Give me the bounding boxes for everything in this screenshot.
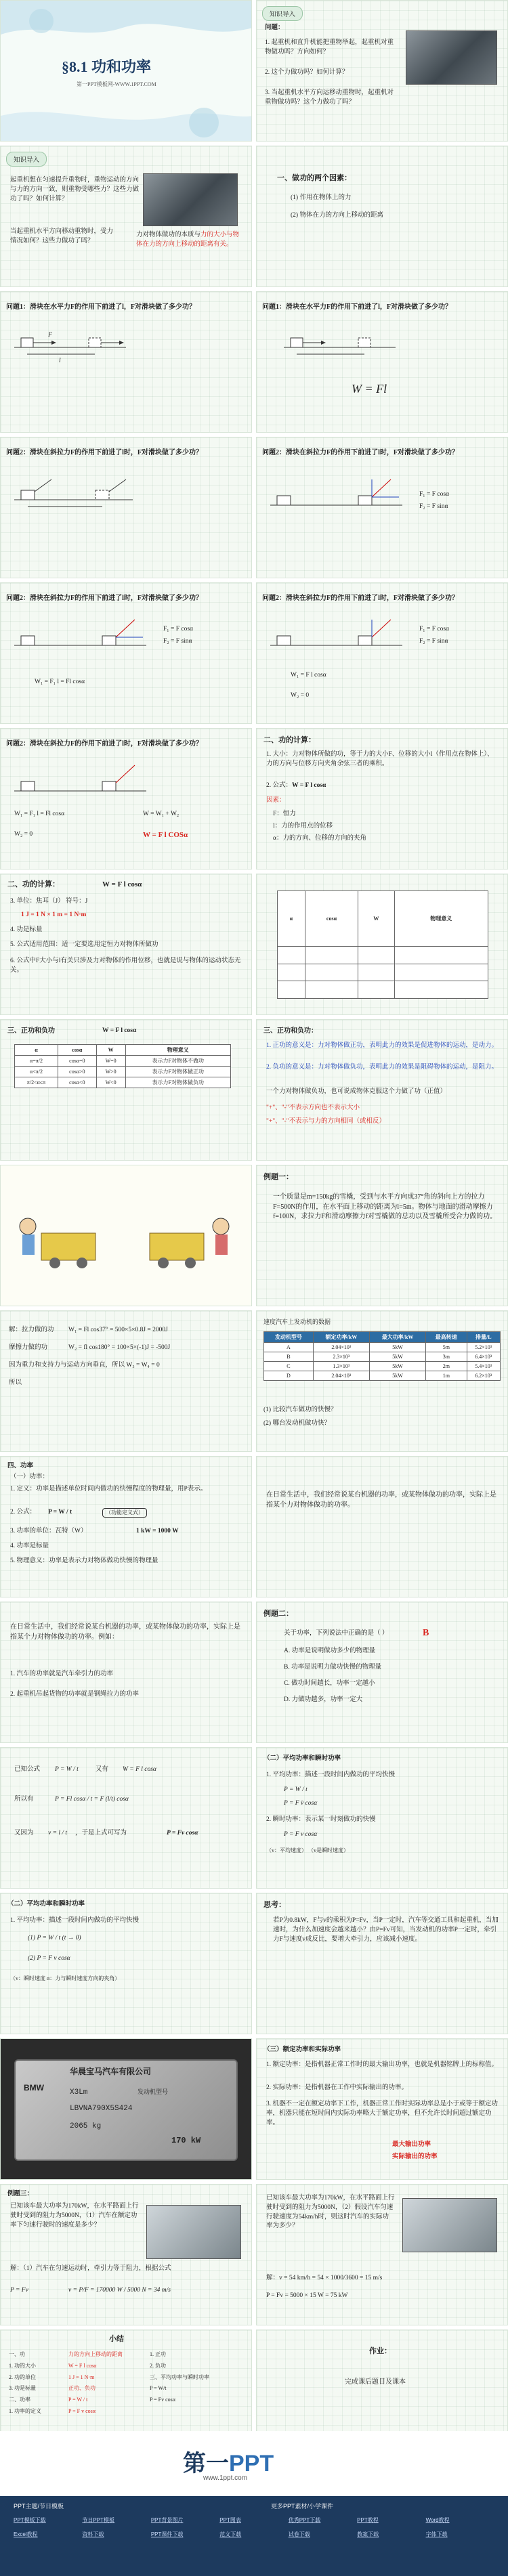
nameplate-logo: BMW	[24, 2083, 44, 2092]
definition-text: 1. 大小：力对物体所做的功，等于力的大小F、位移的大小l（作用点在物体上）、力的方向与位移方向夹角余弦三者的乘积。	[266, 751, 494, 767]
table-cell: 2m	[426, 1362, 467, 1371]
summary-item: 2. 负功	[150, 2362, 166, 2369]
power-relation: 3. 机器不一定在额定功率下工作，机器正常工作时实际功率总是小于或等于额定功率，机器只能在短时间内实际功率略大于额定功率，但不允许长时间超过额定功率。	[266, 2101, 499, 2126]
slide-rated-power	[256, 2038, 508, 2180]
example-heading: 例题一：	[263, 1173, 293, 1181]
slide-example3-part2	[256, 2184, 508, 2325]
summary-item: P = W / t	[68, 2397, 88, 2403]
summary-col-1	[9, 2349, 41, 2418]
footer-link[interactable]: 字体下载	[425, 2531, 448, 2537]
table-cell: B	[264, 1352, 314, 1362]
w1-formula: W₁ = F₁ l = Fl cosα	[35, 679, 85, 685]
table-cell: 1m	[426, 1371, 467, 1381]
question-text: 问题1：滑块在水平力F的作用下前进了l，F对滑块做了多少功？	[262, 303, 452, 311]
solution-eq-2: W₂ = fl cos180° = 100×5×(-1)J = -500J	[68, 1344, 171, 1351]
power-def-5: 5. 物理意义：功率是表示力对物体做功快慢的物理量	[10, 1558, 158, 1564]
table-row	[15, 1056, 231, 1067]
table-row	[264, 1343, 501, 1352]
footer-link[interactable]: 试卷下载	[288, 2531, 310, 2537]
question-2: 2. 这个力做功吗？如何计算？	[265, 69, 349, 76]
summary-col-3	[150, 2349, 209, 2406]
slide-question2-total	[0, 728, 252, 870]
example3b-eq2: P = Fv = 5000 × 15 W = 75 kW	[266, 2292, 348, 2299]
example3b-body: 已知该车最大功率为170kW，在水平路面上行驶时受到的阻力为5000N，（2）假设汽车匀速行驶速度为54km/h时，则这时汽车的实际功率为多少？	[266, 2195, 395, 2230]
summary-heading: 小结	[109, 2335, 124, 2343]
table-row	[278, 964, 488, 981]
meaning-3: α：力的方向、位移的方向的夹角	[273, 835, 366, 842]
intro-body-2: 当起重机水平方向移动重物时，受力情况如何？这些力做功了吗？	[10, 228, 114, 244]
slide-engine-table	[256, 1310, 508, 1452]
highlight-2: 实际输出的功率	[392, 2153, 438, 2160]
section-tag: 知识导入	[6, 152, 47, 167]
power-example-1-text: 1. 汽车的功率就是汽车牵引力的功率	[10, 1671, 114, 1677]
table-cell: 6.2×10³	[467, 1371, 500, 1381]
slide-example1-solution	[0, 1310, 252, 1452]
rated-power-def: 1. 额定功率：是指机器正常工作时的最大输出功率，也就是机器铭牌上的标称值。	[266, 2061, 499, 2068]
example3-eq2: v = P/F = 170000 W / 5000 N = 34 m/s	[68, 2287, 171, 2294]
intro-note	[136, 231, 245, 250]
example-heading: 例题三：	[7, 2191, 34, 2197]
summary-item: P = W/t	[150, 2385, 167, 2392]
option-b: B. 功率是说明力做功快慢的物理量	[284, 1664, 382, 1671]
slide-title	[0, 0, 252, 142]
f1-formula: F₁ = F cosα	[163, 626, 194, 632]
power-def-1: 1. 定义：功率是描述单位时间内做功的快慢程度的物理量，用P表示。	[10, 1486, 207, 1493]
summary-item: 2. 功的单位	[9, 2374, 36, 2380]
footer-link[interactable]: 节日PPT模板	[82, 2517, 114, 2523]
question-3: 3. 当起重机水平方向运移动重物时，起重机对重物做功吗？这个力做功了吗？	[265, 89, 394, 106]
option-d: D. 力做功越多，功率一定大	[284, 1696, 363, 1703]
logo-prefix: 第一	[183, 2451, 229, 2476]
f2-formula: F₂ = F sinα	[163, 638, 192, 645]
section-heading: 三、正功和负功：	[263, 1027, 318, 1035]
slide-question1	[0, 291, 252, 433]
summary-item: 二、功率	[9, 2397, 30, 2403]
table-row	[264, 1352, 501, 1362]
slide-work-definition	[256, 728, 508, 870]
f2-formula: F₂ = F sinα	[419, 638, 448, 645]
sign-note-1: "+"、"-"不表示方向也不表示大小	[266, 1104, 360, 1111]
table-header: W	[96, 1045, 125, 1056]
table-cell: 1.3×10³	[313, 1362, 369, 1371]
table-cell: π/2<α≤π	[15, 1077, 58, 1088]
think-heading: 思考：	[263, 1901, 286, 1909]
table-header: 物理意义	[394, 891, 488, 947]
table-cell: 5kW	[369, 1371, 425, 1381]
slide-nameplate	[0, 2038, 252, 2180]
derive-eq-5: P = Fv cosα	[167, 1830, 198, 1837]
derive-label-1: 已知公式	[14, 1766, 41, 1773]
solution-eq-1: W₁ = Fl cos37° = 500×5×0.8J = 2000J	[68, 1327, 168, 1333]
footer-link[interactable]: PPT课件下载	[150, 2531, 184, 2537]
table-cell: W=0	[96, 1056, 125, 1067]
nameplate-mass: 2065 kg	[70, 2122, 102, 2130]
table-header: α	[278, 891, 305, 947]
power-formula: P = W / t	[48, 1509, 72, 1516]
table-cell: cosα=0	[58, 1056, 97, 1067]
question-text: 问题1：滑块在水平力F的作用下前进了l，F对滑块做了多少功？	[6, 303, 196, 311]
table-cell: 5.2×10³	[467, 1343, 500, 1352]
w2-formula: W₂ = 0	[291, 692, 310, 699]
solution-label-2: 摩擦力做的功	[9, 1344, 48, 1351]
title-formula: W = F l cosα	[102, 1027, 137, 1034]
summary-col-2	[68, 2349, 123, 2418]
table-cell: 5kW	[369, 1343, 425, 1352]
summary-item: 1. 功率的定义	[9, 2407, 41, 2414]
table-row	[15, 1067, 231, 1077]
footer-url[interactable]: www.1ppt.com	[203, 2474, 248, 2482]
power-def-3: 3. 功率的单位：瓦特（W）	[10, 1528, 87, 1534]
section-heading: 三、正功和负功	[7, 1027, 55, 1035]
sign-note-2: "+"、"-"不表示与力的方向相同（或相反）	[266, 1118, 386, 1125]
summary-item: 3. 功是标量	[9, 2385, 36, 2392]
title-formula: W = F l cosα	[102, 880, 142, 888]
table-cell: α=π/2	[15, 1056, 58, 1067]
footer-area	[0, 2431, 508, 2576]
derive-label-3: 所以有	[14, 1796, 34, 1803]
table-cell: W>0	[96, 1067, 125, 1077]
table-row	[278, 981, 488, 999]
power-examples-body: 在日常生活中，我们经常说某台机器的功率，或某物体做功的功率，实际上是指某个力对物体做功的功率。例如：	[10, 1623, 240, 1641]
factor-1: (1) 作用在物体上的力	[291, 194, 352, 201]
slide-positive-negative-meaning	[256, 1019, 508, 1161]
question-1: 1. 起重机和直升机能把重物举起，起重机对重物做功吗？方向如何？	[265, 39, 394, 56]
nameplate-brand: 华晨宝马汽车有限公司	[70, 2067, 152, 2076]
solution-line-3: 因为重力和支持力与运动方向垂直，所以 W₃ = W₄ = 0	[9, 1362, 160, 1369]
slide-question2-w2	[256, 582, 508, 724]
slide-avg-instant-power	[256, 1747, 508, 1889]
slide-avg-instant-power-2	[0, 1893, 252, 2034]
formula-label: 2. 公式：	[266, 782, 293, 789]
slide-cartoon	[0, 1165, 252, 1306]
slide-power-examples	[0, 1602, 252, 1743]
table-header: cosα	[305, 891, 358, 947]
table-cell: 2.04×10³	[313, 1343, 369, 1352]
f2-formula: F₂ = F sinα	[419, 503, 448, 510]
engine-question-1: (1) 比较汽车做功的快慢？	[263, 1407, 337, 1413]
example-body: 一个质量是m=150kg的雪橇，受到与水平方向成37°角的斜向上方的拉力F=500N的作用，在水平面上移动的距离为l=5m。物体与地面的滑动摩擦力f=100N，求拉力F和滑动摩擦力f对雪橇做的总功以及雪橇所受合力做的功。	[273, 1193, 497, 1220]
slide-work-calc	[0, 874, 252, 1015]
question-text: 问题2：滑块在斜拉力F的作用下前进了l时，F对滑块做了多少功？	[262, 595, 459, 602]
table-row	[278, 947, 488, 964]
table-cell: cosα>0	[58, 1067, 97, 1077]
table-header: 排量/L	[467, 1332, 500, 1343]
footer-links	[14, 2516, 494, 2538]
positive-meaning: 1. 正功的意义是：力对物体做正功，表明此力的效果是促进物体的运动，是动力。	[266, 1042, 499, 1049]
footer-link[interactable]: Word教程	[425, 2517, 450, 2523]
derive-eq-3: P = Fl cosα / t = F (l/t) cosα	[55, 1796, 129, 1803]
derive-label-4: 又因为	[14, 1830, 34, 1837]
slide-subtitle: 第一PPT模板网-WWW.1PPT.COM	[77, 81, 156, 87]
table-cell: 5.4×10³	[467, 1362, 500, 1371]
table-cell: 5m	[426, 1343, 467, 1352]
item-4: 4. 功是标量	[10, 926, 43, 933]
slide-question2	[0, 437, 252, 578]
power-unit: 1 kW = 1000 W	[136, 1528, 179, 1534]
footer-link[interactable]: 范文下载	[219, 2531, 242, 2537]
slide-example3	[0, 2184, 252, 2325]
engine-table	[263, 1331, 501, 1381]
factors-heading: 一、做功的两个因素：	[277, 174, 352, 182]
example3b-eq1: 解：v = 54 km/h = 54 × 1000/3600 = 15 m/s	[266, 2275, 383, 2281]
footer-left-title: PPT主题/节日模板	[14, 2503, 64, 2510]
inclined-force-diagram	[14, 756, 150, 803]
example2-answer: B	[423, 1628, 429, 1638]
table-cell: 5kW	[369, 1352, 425, 1362]
w2-formula: W₂ = 0	[14, 831, 33, 838]
footer-link[interactable]: PPT教程	[357, 2517, 379, 2523]
slide-question2-decompose	[256, 437, 508, 578]
summary-item: 力的方向上移动的距离	[68, 2351, 123, 2357]
w-sum: W = W₁ + W₂	[143, 811, 179, 817]
pushing-cart-cartoon	[14, 1193, 238, 1281]
factor-2: (2) 物体在力的方向上移动的距离	[291, 212, 383, 219]
inclined-force-diagram	[270, 470, 406, 517]
slide-power-daily	[256, 1456, 508, 1597]
table-header: 最大功率/kW	[369, 1332, 425, 1343]
car-nameplate	[14, 2059, 238, 2161]
example3-calc: 解：（1）汽车在匀速运动时，牵引力等于阻力，根据公式	[10, 2265, 171, 2272]
table-cell: 2.3×10³	[313, 1352, 369, 1362]
table-cell: D	[264, 1371, 314, 1381]
footer-link[interactable]: 优秀PPT下载	[288, 2517, 321, 2523]
table-header: 发动机型号	[264, 1332, 314, 1343]
w-result: W = F l COSα	[143, 831, 188, 839]
nameplate-vin: LBVNA790X5S424	[70, 2105, 133, 2113]
w1-formula: W₁ = F₁ l = Fl cosα	[14, 811, 65, 817]
intro-body: 起重机想在匀速提升重物时，重物运动的方向与力的方向一致，则重物受哪些力？这些力做功了吗？如何计算？	[10, 177, 140, 202]
slide-power-def	[0, 1456, 252, 1597]
example3-body: 已知该车最大功率为170kW，在水平路面上行驶时受到的阻力为5000N，（1）汽车在额定功率下匀速行驶时的速度是多少？	[10, 2203, 139, 2229]
table-cell: cosα<0	[58, 1077, 97, 1088]
summary-item: P = F v cosα	[68, 2407, 96, 2414]
footer-link[interactable]: PPT模板下载	[14, 2517, 46, 2523]
table-cell: 5kW	[369, 1362, 425, 1371]
slide-example2	[256, 1602, 508, 1743]
footer-right-title: 更多PPT素材/小学课件	[271, 2503, 334, 2510]
summary-item: 1 J = 1 N·m	[68, 2374, 95, 2380]
intro-note-text: 力对物体做功的本质与	[136, 232, 201, 238]
slide-empty-table	[256, 874, 508, 1015]
work-sign-table	[14, 1044, 231, 1088]
example3-eq1: P = Fv	[10, 2287, 28, 2294]
think-body: 若P为0.8kW，F与v的乘积为P=Fv，当P一定时，汽车等交通工具和起重机，当加速时，为什么加速度会越来越小？由P=Fv可知，当发动机的功率P一定时，牵引力F与速度v成反比，要增大牵引力，应该减小速度。	[273, 1917, 499, 1943]
slide-positive-negative-table	[0, 1019, 252, 1161]
section-heading: 四、功率	[7, 1463, 34, 1469]
nameplate-photo	[402, 2198, 497, 2252]
derive-eq-2: W = F l cosα	[123, 1766, 156, 1773]
nameplate-model: X3Lm	[70, 2088, 88, 2097]
item-3: 3. 单位：焦耳（J） 符号：J	[10, 898, 88, 905]
highlight-1: 最大输出功率	[392, 2141, 431, 2148]
table-cell: α<π/2	[15, 1067, 58, 1077]
question-text: 问题2：滑块在斜拉力F的作用下前进了l时，F对滑块做了多少功？	[6, 595, 203, 602]
table-header: 最高转速	[426, 1332, 467, 1343]
slide-title-text: §8.1 功和功率	[62, 58, 152, 75]
item-5: 5. 公式适用范围：适一定要选用定恒力对物体所做功	[10, 941, 158, 948]
helicopter-crane-photo	[406, 30, 497, 85]
avg-power-def: 1. 平均功率：描述一段时间内做功的平均快慢	[266, 1772, 396, 1778]
question-text: 问题2：滑块在斜拉力F的作用下前进了l时，F对滑块做了多少功？	[262, 449, 459, 456]
option-c: C. 做功时间越长，功率一定越小	[284, 1680, 375, 1687]
section-heading: （三）额定功率和实际功率	[263, 2046, 341, 2053]
power-example-1	[10, 1670, 244, 1679]
meaning-2: l：力的作用点的位移	[273, 823, 333, 830]
power-def-4: 4. 功率是标量	[10, 1543, 49, 1549]
slide-work-factors	[256, 146, 508, 287]
section-heading: 二、功的计算：	[7, 880, 60, 888]
slide-intro-question	[256, 0, 508, 142]
avg-power-def: 1. 平均功率：描述一段时间内做功的平均快慢	[10, 1917, 140, 1924]
derive-eq-1: P = W / t	[55, 1766, 79, 1773]
table-cell: 表示力F对物体做负功	[125, 1077, 230, 1088]
avg-power-f1: P = W / t	[284, 1786, 308, 1793]
table-header: cosα	[58, 1045, 97, 1056]
footer-logo	[183, 2445, 274, 2478]
example-heading: 例题二：	[263, 1610, 293, 1618]
footer-link[interactable]: PPT图表	[219, 2517, 241, 2523]
table-cell: C	[264, 1362, 314, 1371]
item-6: 6. 公式中F大小与l有关只涉及力对物体的作用位移，也就是说与物体的运动状态无关。	[10, 958, 241, 974]
solution-line-4: 所以	[9, 1379, 22, 1386]
table-heading: 速度汽车上发动机的数据	[263, 1318, 331, 1325]
inst-power-f: P = F v cosα	[284, 1831, 318, 1838]
power-example-2: 2. 起重机吊起货物的功率就是钢绳拉力的功率	[10, 1691, 140, 1698]
question-label: 问题：	[265, 24, 284, 31]
table-header: α	[15, 1045, 58, 1056]
engine-question-2: (2) 哪台发动机做功快？	[263, 1420, 331, 1427]
power-daily-body: 在日常生活中，我们经常说某台机器的功率，或某物体做功的功率，实际上是指某个力对物体做功的功率。	[266, 1491, 496, 1509]
block-diagram	[284, 326, 399, 360]
slide-power-derivation	[0, 1747, 252, 1889]
summary-item: 一、功	[9, 2351, 25, 2357]
nameplate-power: 170 kW	[171, 2136, 201, 2145]
nameplate-model-label: 发动机型号	[137, 2088, 169, 2095]
section-tag: 知识导入	[262, 6, 303, 21]
logo-suffix: PPT	[229, 2451, 274, 2476]
formula-value: W = F l cosα	[292, 782, 326, 789]
footer-bar	[0, 2496, 508, 2576]
power-def-2: 2. 公式：	[10, 1509, 37, 1516]
table-cell: W<0	[96, 1077, 125, 1088]
table-row	[264, 1362, 501, 1371]
avg-power-f2: P = F v̄ cosα	[284, 1800, 318, 1807]
derive-label-2: 又有	[96, 1766, 109, 1773]
power-f2: (2) P = F v cosα	[28, 1955, 70, 1962]
table-row	[264, 1371, 501, 1381]
summary-item: 1. 功的大小	[9, 2362, 36, 2369]
table-cell: 6.4×10³	[467, 1352, 500, 1362]
derive-eq-4: v = l / t	[48, 1830, 68, 1837]
item-3b: 1 J = 1 N × 1 m = 1 N·m	[21, 911, 87, 918]
power-note: （v：瞬时速度 α：力与瞬时速度方向的夹角）	[10, 1975, 121, 1981]
slide-intro-crane	[0, 146, 252, 287]
table-row	[15, 1077, 231, 1088]
derive-label-5: ，于是上式可写为	[75, 1830, 127, 1837]
table-cell: 3m	[426, 1352, 467, 1362]
table-cell: A	[264, 1343, 314, 1352]
negative-alt: 一个力对物体做负功，也可说成物体克服这个力做了功（正值）	[266, 1088, 447, 1095]
section-heading: （二）平均功率和瞬时功率	[263, 1755, 341, 1762]
formula-row	[266, 781, 326, 791]
meaning-label: 因素：	[266, 797, 286, 804]
table-cell: 表示力F对物体做正功	[125, 1067, 230, 1077]
f1-formula: F₁ = F cosα	[419, 491, 450, 498]
inclined-force-diagram	[14, 610, 150, 658]
homework-heading: 作业：	[369, 2347, 391, 2355]
work-table-empty	[277, 890, 488, 999]
homework-body: 完成课后题目及课本	[345, 2378, 406, 2386]
table-cell: 2.04×10³	[313, 1371, 369, 1381]
inst-power-def: 2. 瞬时功率：表示某一时刻做功的快慢	[266, 1816, 376, 1823]
summary-item: 1. 正功	[150, 2351, 166, 2357]
nameplate-photo	[146, 2205, 241, 2259]
table-header: W	[358, 891, 394, 947]
w1-formula: W₁ = F l cosα	[291, 672, 326, 679]
table-header: 额定功率/kW	[313, 1332, 369, 1343]
slide-question1-answer	[256, 291, 508, 433]
slide-example1	[256, 1165, 508, 1306]
summary-item: 正功、负功	[68, 2385, 96, 2392]
question-text: 问题2：滑块在斜拉力F的作用下前进了l时，F对滑块做了多少功？	[6, 740, 203, 748]
footer-link[interactable]: 教案下载	[357, 2531, 379, 2537]
section-heading: （二）平均功率和瞬时功率	[7, 1901, 85, 1908]
example2-question: 关于功率，下列说法中正确的是（ ）	[284, 1630, 389, 1637]
table-header: 物理意义	[125, 1045, 230, 1056]
section-heading: 二、功的计算：	[263, 736, 316, 744]
summary-item: W = F l cosα	[68, 2362, 97, 2369]
slide-question2-w1	[0, 582, 252, 724]
force-label: F	[48, 332, 52, 339]
subheading: （一）功率：	[10, 1474, 49, 1480]
inclined-force-diagram	[14, 470, 136, 511]
summary-item: P = Fv cosα	[150, 2397, 175, 2403]
power-f1: (1) P = W / t (t → 0)	[28, 1935, 81, 1941]
summary-item: 三、平均功率与瞬时功率	[150, 2374, 209, 2380]
footer-link[interactable]: 资料下载	[82, 2531, 104, 2537]
distance-label: l	[59, 358, 61, 364]
power-note: （v：平均速度） （v是瞬时速度）	[266, 1847, 349, 1853]
work-formula: W = Fl	[352, 382, 387, 395]
option-a: A. 功率是说明做功多少的物理量	[284, 1648, 376, 1654]
actual-power-def: 2. 实际功率：是指机器在工作中实际输出的功率。	[266, 2084, 408, 2091]
solution-label-1: 解：拉力做的功	[9, 1327, 54, 1333]
footer-link[interactable]: PPT背景图片	[150, 2517, 184, 2523]
slide-think	[256, 1893, 508, 2034]
question-text: 问题2：滑块在斜拉力F的作用下前进了l时，F对滑块做了多少功？	[6, 449, 203, 456]
block-diagram	[14, 326, 129, 360]
meaning-1: F：恒力	[273, 811, 296, 817]
footer-link[interactable]: Excel教程	[14, 2531, 38, 2537]
f1-formula: F₁ = F cosα	[419, 626, 450, 632]
intro-note-red: 力的大小与物体在力的方向上移动的距离有关。	[136, 232, 240, 248]
negative-meaning: 2. 负功的意义是：力对物体做负功，表明此力的效果是阻碍物体的运动，是阻力。	[266, 1064, 499, 1071]
table-cell: 表示力F对物体不做功	[125, 1056, 230, 1067]
inclined-force-diagram	[270, 610, 406, 658]
crane-photo	[143, 173, 238, 226]
power-formula-note: （功能定义式）	[102, 1508, 147, 1518]
